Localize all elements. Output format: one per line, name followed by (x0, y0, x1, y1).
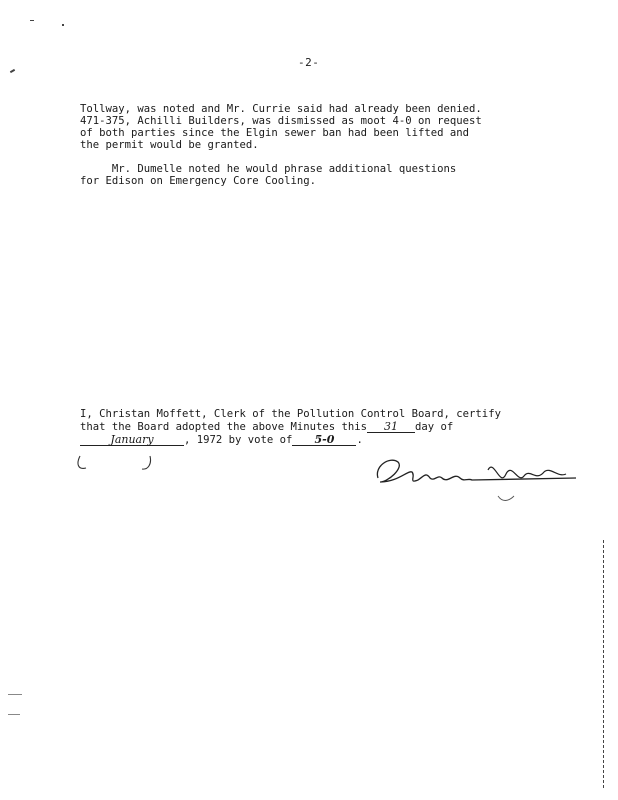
scan-speck (8, 714, 20, 715)
day-fill-in: 31 (367, 421, 415, 433)
paragraph-line: Tollway, was noted and Mr. Currie said had already been denied. (80, 103, 482, 115)
clerk-signature (368, 448, 588, 518)
scan-speck (8, 694, 22, 695)
scan-edge-artifact (603, 540, 604, 790)
scan-speck (30, 20, 34, 21)
certification-text: day of (415, 421, 454, 433)
scan-speck (62, 24, 64, 26)
scan-speck (10, 69, 15, 73)
paragraph-line: the permit would be granted. (80, 139, 259, 151)
certification-text: , 1972 by vote of (184, 434, 293, 446)
month-fill-in: January (80, 434, 184, 446)
minutes-body (80, 103, 560, 187)
paragraph-line: for Edison on Emergency Core Cooling. (80, 175, 316, 187)
handwritten-flourish (72, 438, 182, 472)
paragraph-line: of both parties since the Elgin sewer ban had been lifted and (80, 127, 470, 139)
vote-fill-in: 5-0 (292, 434, 356, 446)
paragraph-2 (80, 163, 560, 187)
certification-text: that the Board adopted the above Minutes this (80, 421, 368, 433)
paragraph-line: 471-375, Achilli Builders, was dismissed as moot 4-0 on request (80, 115, 482, 127)
page-number: -2- (298, 56, 320, 69)
certification-line: I, Christan Moffett, Clerk of the Pollution Control Board, certify (80, 408, 501, 420)
paragraph-line: Mr. Dumelle noted he would phrase additional questions (80, 163, 457, 175)
certification-text: . (356, 434, 363, 446)
